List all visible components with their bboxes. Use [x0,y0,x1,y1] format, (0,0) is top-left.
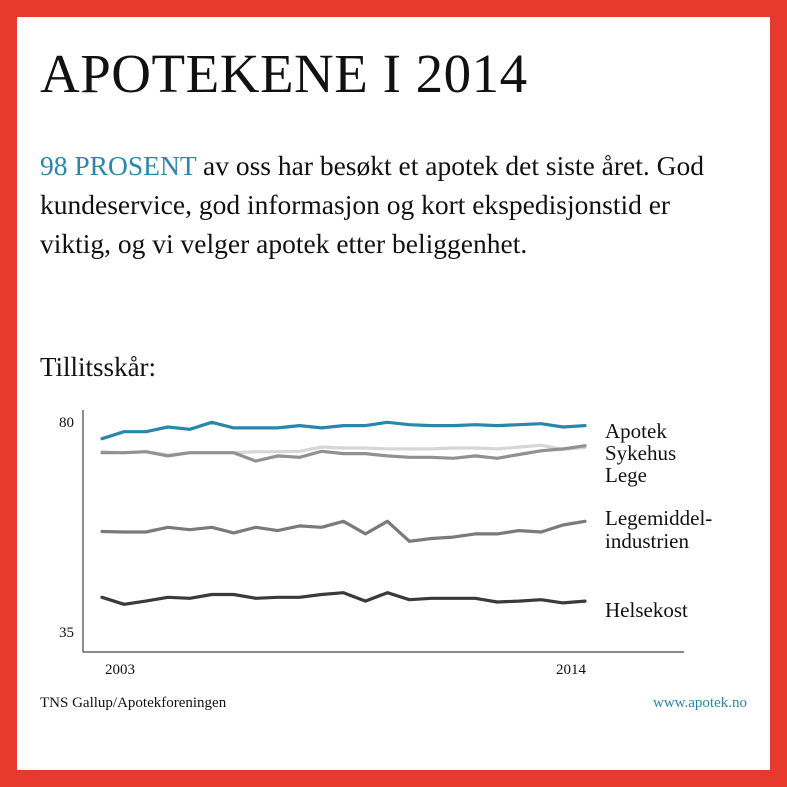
intro-text: av oss har besøkt et apotek det siste året. God kundeservice, god informasjon og kort ekspedisjonstid er viktig, og vi velger apotek etter beliggenhet. [40,150,704,259]
website-link[interactable]: www.apotek.no [652,695,747,711]
legend-label-5: Helsekost [605,598,688,622]
source-credit: TNS Gallup/Apotekforeningen [40,695,227,711]
intro-highlight: 98 PROSENT [40,150,197,181]
x-tick-label-start: 2003 [105,662,135,678]
series-line-5 [102,593,585,605]
legend-label-1: Apotek [605,419,667,443]
legend-label-3: Lege [605,463,647,487]
y-tick-label-max: 80 [59,415,74,431]
chart-title: Tillitsskår: [40,352,157,382]
page-title: APOTEKENE I 2014 [40,43,528,104]
y-tick-label-min: 35 [59,625,74,641]
series-line-4 [102,521,585,541]
x-tick-label-end: 2014 [556,662,586,678]
legend-label-2: Sykehus [605,441,677,465]
series-line-1 [102,422,585,438]
legend-label-4: Legemiddel-industrien [605,506,713,553]
